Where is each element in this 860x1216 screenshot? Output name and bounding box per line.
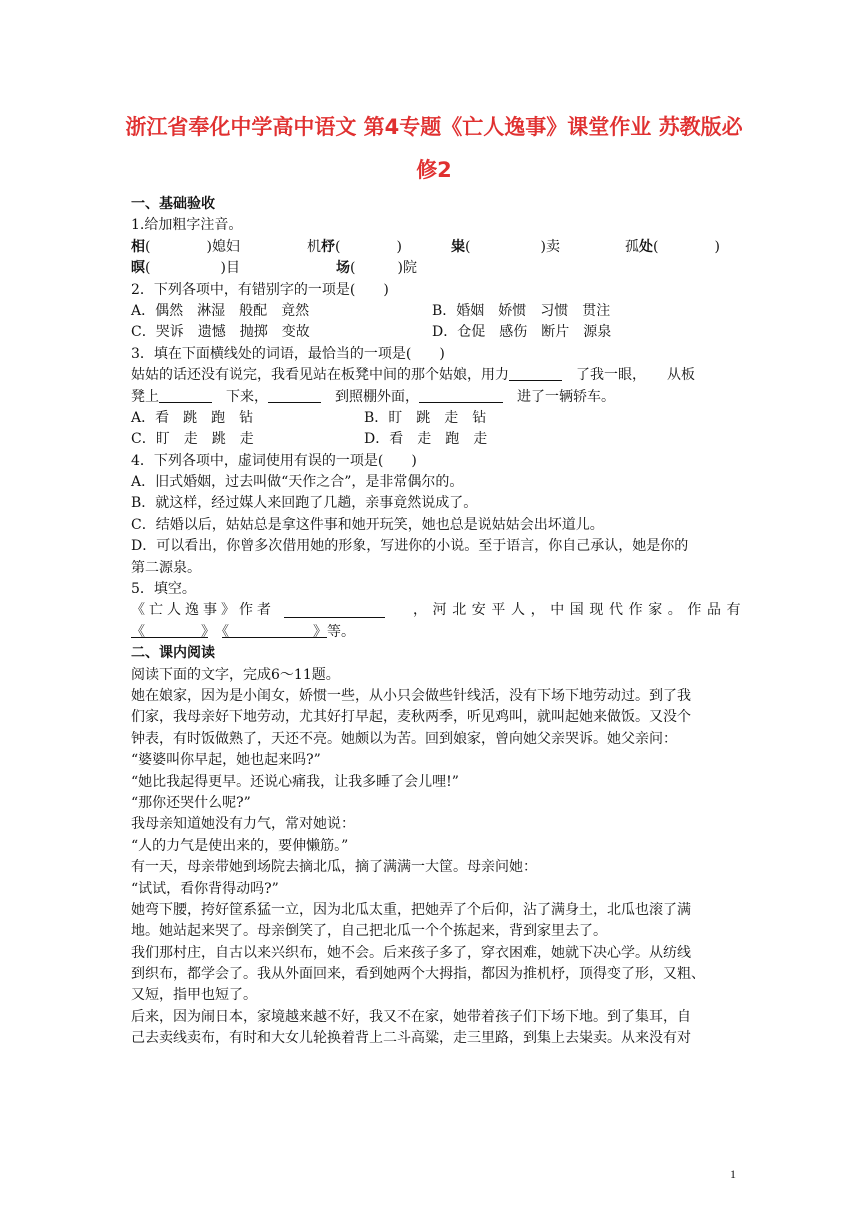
- option-a: A．看 跳 跑 钻: [131, 409, 254, 426]
- passage-line: “婆婆叫你早起，她也起来吗?”: [131, 752, 321, 769]
- document-body: [131, 194, 747, 1050]
- option-c: C．哭诉 遗憾 抛掷 变故: [131, 324, 310, 341]
- option-c: C．盯 走 跳 走: [131, 431, 254, 448]
- option-b: B．婚姻 娇惯 习惯 贯注: [432, 302, 611, 319]
- passage-line: 己去卖线卖布，有时和大女儿轮换着背上二斗高粱，走三里路，到集上去粜卖。从来没有对: [131, 1030, 691, 1047]
- question-4-stem: 4．下列各项中，虚词使用有误的一项是( ): [131, 452, 417, 469]
- passage-line: 又短，指甲也短了。: [131, 987, 257, 1004]
- passage-line: 我母亲知道她没有力气，常对她说：: [131, 816, 355, 833]
- answer-blank[interactable]: [159, 387, 212, 403]
- section-heading-basic: 一、基础验收: [131, 196, 215, 212]
- question-2-options-ab: [131, 301, 743, 322]
- passage-line: “她比我起得更早。还说心痛我，让我多睡了会儿哩!”: [131, 773, 459, 790]
- passage-line: 钟表，有时饭做熟了，天还不亮。她颇以为苦。回到娘家，曾向她父亲哭诉。她父亲问：: [131, 730, 677, 747]
- option-b: B．盯 跳 走 钻: [364, 409, 487, 426]
- pinyin-item: 相( )媳妇: [131, 238, 240, 255]
- passage-line: “人的力气是使出来的，要伸懒筋。”: [131, 837, 349, 854]
- question-3-passage-line-1: 姑姑的话还没有说完，我看见站在板凳中间的那个姑娘，用力 了我一眼， 从板: [131, 367, 695, 384]
- option-d: D．仓促 感伤 断片 源泉: [432, 324, 612, 341]
- pinyin-item: 孤处( ): [625, 238, 720, 255]
- pinyin-item: 暝( )目: [131, 260, 240, 277]
- answer-blank-author[interactable]: [284, 602, 385, 618]
- passage-line: 到织布，都学会了。我从外面回来，看到她两个大拇指，都因为推机杼，顶得变了形，又粗、: [131, 966, 705, 983]
- question-3-options-cd: [131, 429, 743, 450]
- document-title-line2: 修2: [416, 158, 452, 182]
- question-5-line-2: 《 》 《 》等。: [131, 623, 355, 640]
- section-heading-reading: 二、课内阅读: [131, 645, 215, 662]
- answer-blank-work-2[interactable]: 《 》: [222, 623, 327, 640]
- page-number: 1: [730, 1167, 736, 1181]
- passage-line: 我们那村庄，自古以来兴织布，她不会。后来孩子多了，穿衣困难，她就下决心学。从纺线: [131, 944, 691, 961]
- question-5-stem: 5．填空。: [131, 581, 196, 598]
- passage-line: “那你还哭什么呢?”: [131, 794, 251, 811]
- option-a: A．旧式婚姻，过去叫做“天作之合”，是非常偶尔的。: [131, 474, 464, 491]
- passage-line: 有一天，母亲带她到场院去摘北瓜，摘了满满一大筐。母亲问她：: [131, 859, 537, 876]
- answer-blank[interactable]: [268, 387, 321, 403]
- pinyin-item: 机杼( ): [307, 238, 402, 255]
- question-3-passage-line-2: 凳上 下来， 到照棚外面， 进了一辆轿车。: [131, 388, 615, 405]
- option-d-line-1: D．可以看出，你曾多次借用她的形象，写进你的小说。至于语言，你自己承认，她是你的: [131, 538, 689, 555]
- question-1-row-1: [131, 237, 743, 258]
- pinyin-item: 粜( )卖: [451, 238, 560, 255]
- option-b: B．就这样，经过媒人来回跑了几趟，亲事竟然说成了。: [131, 495, 478, 512]
- question-2-options-cd: [131, 322, 743, 343]
- reading-instruction: 阅读下面的文字，完成6～11题。: [131, 666, 340, 683]
- passage-line: 地。她站起来哭了。母亲倒笑了，自己把北瓜一个个拣起来，背到家里去了。: [131, 923, 607, 940]
- option-a: A．偶然 淋湿 般配 竟然: [131, 302, 310, 319]
- passage-line: 们家，我母亲好下地劳动，尤其好打早起，麦秋两季，听见鸡叫，就叫起她来做饭。又没个: [131, 709, 691, 726]
- answer-blank[interactable]: [509, 365, 562, 381]
- answer-blank-work-1[interactable]: 《 》: [131, 623, 208, 640]
- passage-line: 她在娘家，因为是小闺女，娇惯一些，从小只会做些针线活，没有下场下地劳动过。到了我: [131, 687, 691, 704]
- question-3-stem: 3．填在下面横线处的词语，最恰当的一项是( ): [131, 345, 445, 362]
- answer-blank[interactable]: [419, 387, 503, 403]
- document-title-line1: 浙江省奉化中学高中语文 第4专题《亡人逸事》课堂作业 苏教版必: [125, 115, 743, 139]
- question-1-stem: 1.给加粗字注音。: [131, 217, 243, 234]
- passage-line: “试试，看你背得动吗?”: [131, 880, 279, 897]
- passage-line: 她弯下腰，挎好筐系猛一立，因为北瓜太重，把她弄了个后仰，沾了满身土，北瓜也滚了满: [131, 901, 691, 918]
- question-2-stem: 2．下列各项中，有错别字的一项是( ): [131, 281, 389, 298]
- option-d: D．看 走 跑 走: [364, 431, 488, 448]
- pinyin-item: 场( )院: [336, 260, 417, 277]
- passage-line: 后来，因为闹日本，家境越来越不好，我又不在家，她带着孩子们下场下地。到了集耳，自: [131, 1008, 691, 1025]
- question-5-line-1: 《亡人逸事》作者 ，河北安平人，中国现代作家。作品有: [131, 602, 747, 619]
- question-3-options-ab: [131, 408, 743, 429]
- option-d-line-2: 第二源泉。: [131, 559, 201, 576]
- option-c: C．结婚以后，姑姑总是拿这件事和她开玩笑，她也总是说姑姑会出坏道儿。: [131, 516, 604, 533]
- question-1-row-2: [131, 258, 743, 279]
